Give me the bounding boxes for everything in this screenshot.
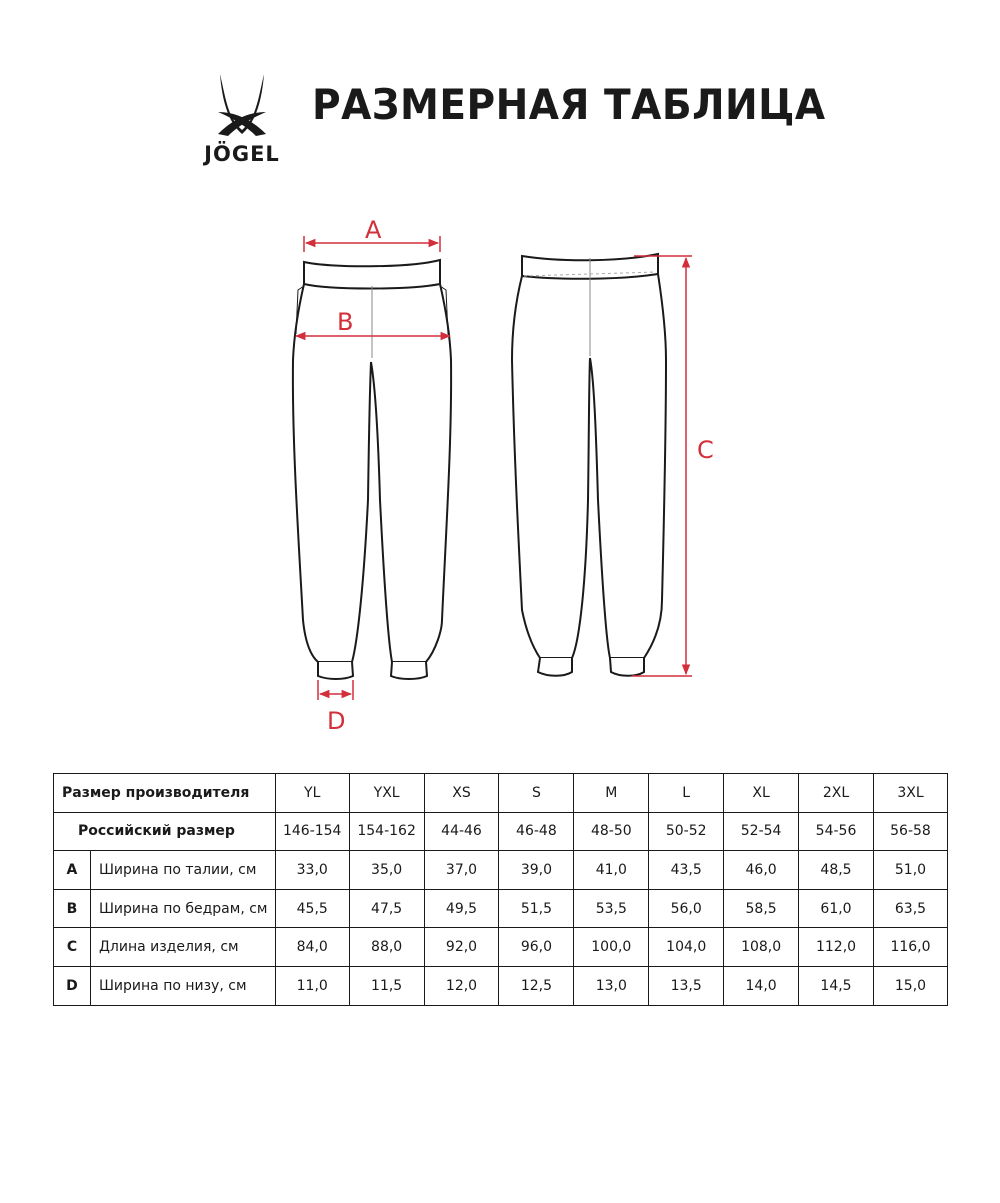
measurement-key: A [54, 851, 91, 890]
measurement-value: 13,5 [649, 966, 724, 1005]
measurement-label: Ширина по низу, см [90, 966, 275, 1005]
measurement-label: Ширина по бедрам, см [90, 889, 275, 928]
measurement-value: 53,5 [574, 889, 649, 928]
measurement-value: 56,0 [649, 889, 724, 928]
measurement-value: 116,0 [873, 928, 947, 967]
measurement-value: 58,5 [724, 889, 799, 928]
measurement-value: 104,0 [649, 928, 724, 967]
russian-size-cell: 50-52 [649, 812, 724, 851]
measurement-value: 12,0 [424, 966, 499, 1005]
manufacturer-size-label: Размер производителя [54, 774, 276, 813]
measurement-label: Длина изделия, см [90, 928, 275, 967]
front-view [293, 260, 451, 679]
measurement-value: 48,5 [799, 851, 874, 890]
measurement-value: 47,5 [349, 889, 424, 928]
measurement-value: 100,0 [574, 928, 649, 967]
measurement-value: 96,0 [499, 928, 574, 967]
size-header: XS [424, 774, 499, 813]
russian-size-label: Российский размер [54, 812, 276, 851]
page-title: РАЗМЕРНАЯ ТАБЛИЦА [312, 80, 826, 129]
measurement-value: 51,0 [873, 851, 947, 890]
measurement-value: 12,5 [499, 966, 574, 1005]
measurement-value: 35,0 [349, 851, 424, 890]
brand-logo [190, 72, 294, 172]
brand-mark-icon [212, 72, 272, 138]
pants-diagram [0, 200, 1000, 760]
measurement-value: 14,5 [799, 966, 874, 1005]
measurement-value: 108,0 [724, 928, 799, 967]
size-header: XL [724, 774, 799, 813]
russian-size-cell: 52-54 [724, 812, 799, 851]
label-b: B [337, 308, 354, 336]
measurement-value: 51,5 [499, 889, 574, 928]
measurement-value: 41,0 [574, 851, 649, 890]
measurement-value: 33,0 [275, 851, 349, 890]
measurement-value: 11,5 [349, 966, 424, 1005]
table-row-russian [54, 812, 948, 851]
measurement-value: 13,0 [574, 966, 649, 1005]
russian-size-cell: 44-46 [424, 812, 499, 851]
measurement-value: 15,0 [873, 966, 947, 1005]
table-row [54, 928, 948, 967]
table-row [54, 851, 948, 890]
label-d: D [327, 707, 346, 735]
russian-size-cell: 54-56 [799, 812, 874, 851]
measurement-value: 45,5 [275, 889, 349, 928]
size-header: YXL [349, 774, 424, 813]
back-view [512, 254, 666, 676]
measurement-value: 49,5 [424, 889, 499, 928]
measurement-value: 112,0 [799, 928, 874, 967]
measurement-value: 61,0 [799, 889, 874, 928]
measurement-value: 14,0 [724, 966, 799, 1005]
brand-name: JÖGEL [204, 142, 280, 166]
size-header: 2XL [799, 774, 874, 813]
label-a: A [365, 216, 382, 244]
measurement-value: 88,0 [349, 928, 424, 967]
measurement-value: 39,0 [499, 851, 574, 890]
size-header: L [649, 774, 724, 813]
measurement-value: 92,0 [424, 928, 499, 967]
measurement-value: 43,5 [649, 851, 724, 890]
measurement-label: Ширина по талии, см [90, 851, 275, 890]
russian-size-cell: 56-58 [873, 812, 947, 851]
measurement-value: 63,5 [873, 889, 947, 928]
size-header: M [574, 774, 649, 813]
table-row [54, 889, 948, 928]
measurement-value: 11,0 [275, 966, 349, 1005]
measurement-value: 37,0 [424, 851, 499, 890]
russian-size-cell: 146-154 [275, 812, 349, 851]
measurement-key: B [54, 889, 91, 928]
size-header: 3XL [873, 774, 947, 813]
size-header: YL [275, 774, 349, 813]
size-table [53, 773, 948, 1006]
measurement-key: C [54, 928, 91, 967]
measurement-value: 84,0 [275, 928, 349, 967]
table-row-manufacturer [54, 774, 948, 813]
label-c: C [697, 436, 714, 464]
russian-size-cell: 48-50 [574, 812, 649, 851]
russian-size-cell: 154-162 [349, 812, 424, 851]
size-header: S [499, 774, 574, 813]
measurement-value: 46,0 [724, 851, 799, 890]
measurement-key: D [54, 966, 91, 1005]
russian-size-cell: 46-48 [499, 812, 574, 851]
table-row [54, 966, 948, 1005]
